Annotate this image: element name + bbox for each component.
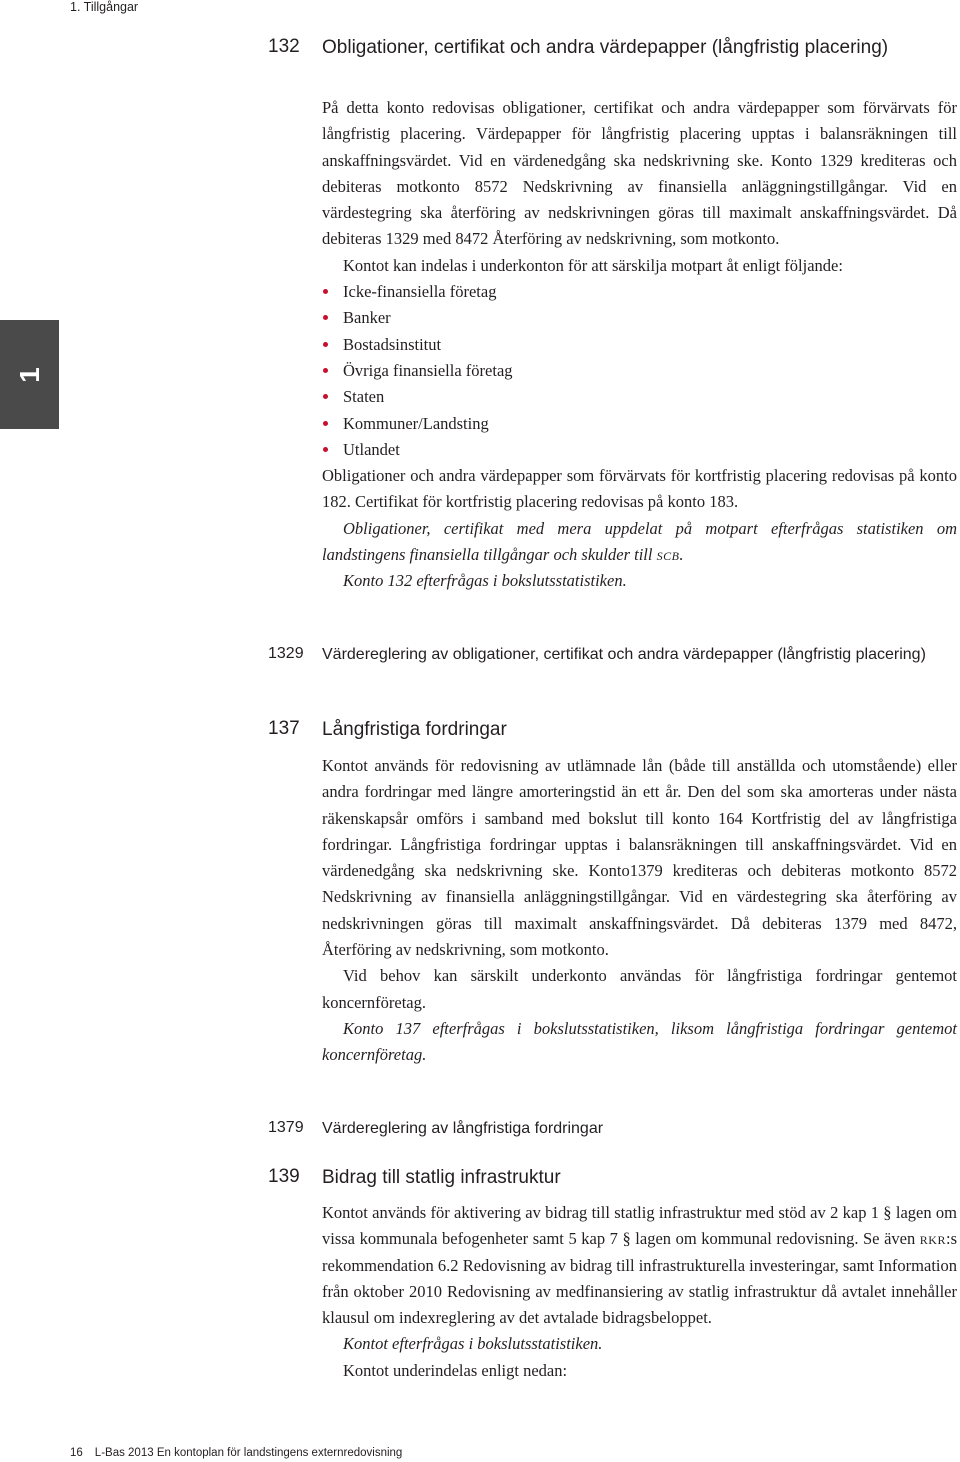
- publication-name: L-Bas 2013: [94, 1447, 154, 1459]
- paragraph: Kontot används för redovisning av utlämnade lån (både till anställda och utomstående) eller andra fordringar med längre amorteringstid än ett år. Den del som ska amorteras under nästa räkenskapsår omförs i samband med bokslut till konto 164 Kortfristig del av långfristiga fordringar. Långfristiga fordringar upptas i balansräkningen till anskaffningsvärdet. Vid en värdenedgång ska nedskrivning ske. Konto1379 krediteras och debiteras motkonto 8572 Nedskrivning av finansiella anläggningstillgångar. Vid en värdestegring ska återföring av nedskrivningen göras till maximalt anskaffningsvärdet. Då debiteras 1379 med 8472, Återföring av nedskrivning, som motkonto.: [322, 756, 957, 960]
- chapter-tab: [0, 320, 59, 429]
- account-title-139: Bidrag till statlig infrastruktur: [322, 1167, 561, 1188]
- paragraph: På detta konto redovisas obligationer, certifikat och andra värdepapper som förvärvats för långfristig placering. Värdepapper för långfristig placering upptas i balansräkningen till anskaffningsvärdet. Vid en värdenedgång ska nedskrivning ske. Konto 1329 krediteras och debiteras motkonto 8572 Nedskrivning av finansiella anläggningstillgångar. Vid en värdestegring ska återföring av nedskrivningen göras till maximalt anskaffningsvärdet. Då debiteras 1329 med 8472 Återföring av nedskrivning, som motkonto.: [322, 98, 957, 249]
- counterparty-list: [322, 279, 957, 463]
- account-title-132: Obligationer, certifikat och andra värdepapper (långfristig placering): [322, 37, 889, 58]
- bullet-icon: [323, 447, 328, 452]
- paragraph: Kontot används för aktivering av bidrag till statlig infrastruktur med stöd av 2 kap 1 § lagen om vissa kommunala befogenheter samt 5 kap 7 § lagen om kommunal redovisning. Se även rkr:s rekommendation 6.2 Redovisning av bidrag till infrastrukturella investeringar, samt Information från oktober 2010 Redovisning av medfinansiering av statlig infrastruktur då avtalet innehåller klausul om indexreglering av det avtalade bidragsbeloppet.: [322, 1203, 957, 1328]
- account-title-1379: Värdereglering av långfristiga fordringar: [322, 1120, 604, 1137]
- bullet-icon: [323, 368, 328, 373]
- account-body-139: [322, 1200, 957, 1384]
- account-number-1329: 1329: [268, 645, 304, 662]
- account-title-1329: Värdereglering av obligationer, certifikat och andra värdepapper (långfristig placering): [322, 646, 926, 663]
- list-item: Icke-finansiella företag: [322, 279, 957, 305]
- running-head: 1. Tillgångar: [70, 0, 139, 14]
- paragraph: Obligationer, certifikat med mera uppdelat på motpart efterfrågas statistiken om landstingens finansiella tillgångar och skulder till scb.: [322, 518, 957, 565]
- account-title-137: Långfristiga fordringar: [322, 719, 507, 740]
- bullet-icon: [323, 342, 328, 347]
- bullet-icon: [323, 421, 328, 426]
- bullet-icon: [323, 289, 328, 294]
- paragraph: Konto 137 efterfrågas i bokslutsstatistiken, liksom långfristiga fordringar gentemot koncernföretag.: [322, 1018, 957, 1065]
- list-item: Bostadsinstitut: [322, 332, 957, 358]
- paragraph: Vid behov kan särskilt underkonto användas för långfristiga fordringar gentemot koncernföretag.: [322, 966, 957, 1012]
- list-item: Övriga finansiella företag: [322, 358, 957, 384]
- publication-subtitle: En kontoplan för landstingens externredovisning: [156, 1447, 403, 1459]
- account-number-1379: 1379: [268, 1119, 304, 1136]
- account-number-139: 139: [268, 1166, 300, 1187]
- account-body-137: [322, 753, 957, 1069]
- paragraph: Kontot underindelas enligt nedan:: [343, 1360, 568, 1380]
- account-number-137: 137: [268, 718, 300, 739]
- paragraph: Obligationer och andra värdepapper som förvärvats för kortfristig placering redovisas på konto 182. Certifikat för kortfristig placering redovisas på konto 183.: [322, 466, 957, 512]
- paragraph: Kontot efterfrågas i bokslutsstatistiken.: [343, 1334, 603, 1354]
- account-body-132: [322, 95, 957, 595]
- bullet-icon: [323, 394, 328, 399]
- chapter-tab-number: 1: [13, 366, 45, 383]
- paragraph: Kontot kan indelas i underkonton för att särskilja motpart åt enligt följande:: [343, 255, 843, 275]
- list-item: Kommuner/Landsting: [322, 411, 957, 437]
- page-footer: [70, 1447, 402, 1459]
- list-item: Banker: [322, 305, 957, 331]
- bullet-icon: [323, 315, 328, 320]
- page-number: 16: [70, 1447, 83, 1459]
- list-item: Staten: [322, 384, 957, 410]
- list-item: Utlandet: [322, 437, 957, 463]
- paragraph: Konto 132 efterfrågas i bokslutsstatistiken.: [343, 571, 627, 591]
- account-number-132: 132: [268, 36, 300, 57]
